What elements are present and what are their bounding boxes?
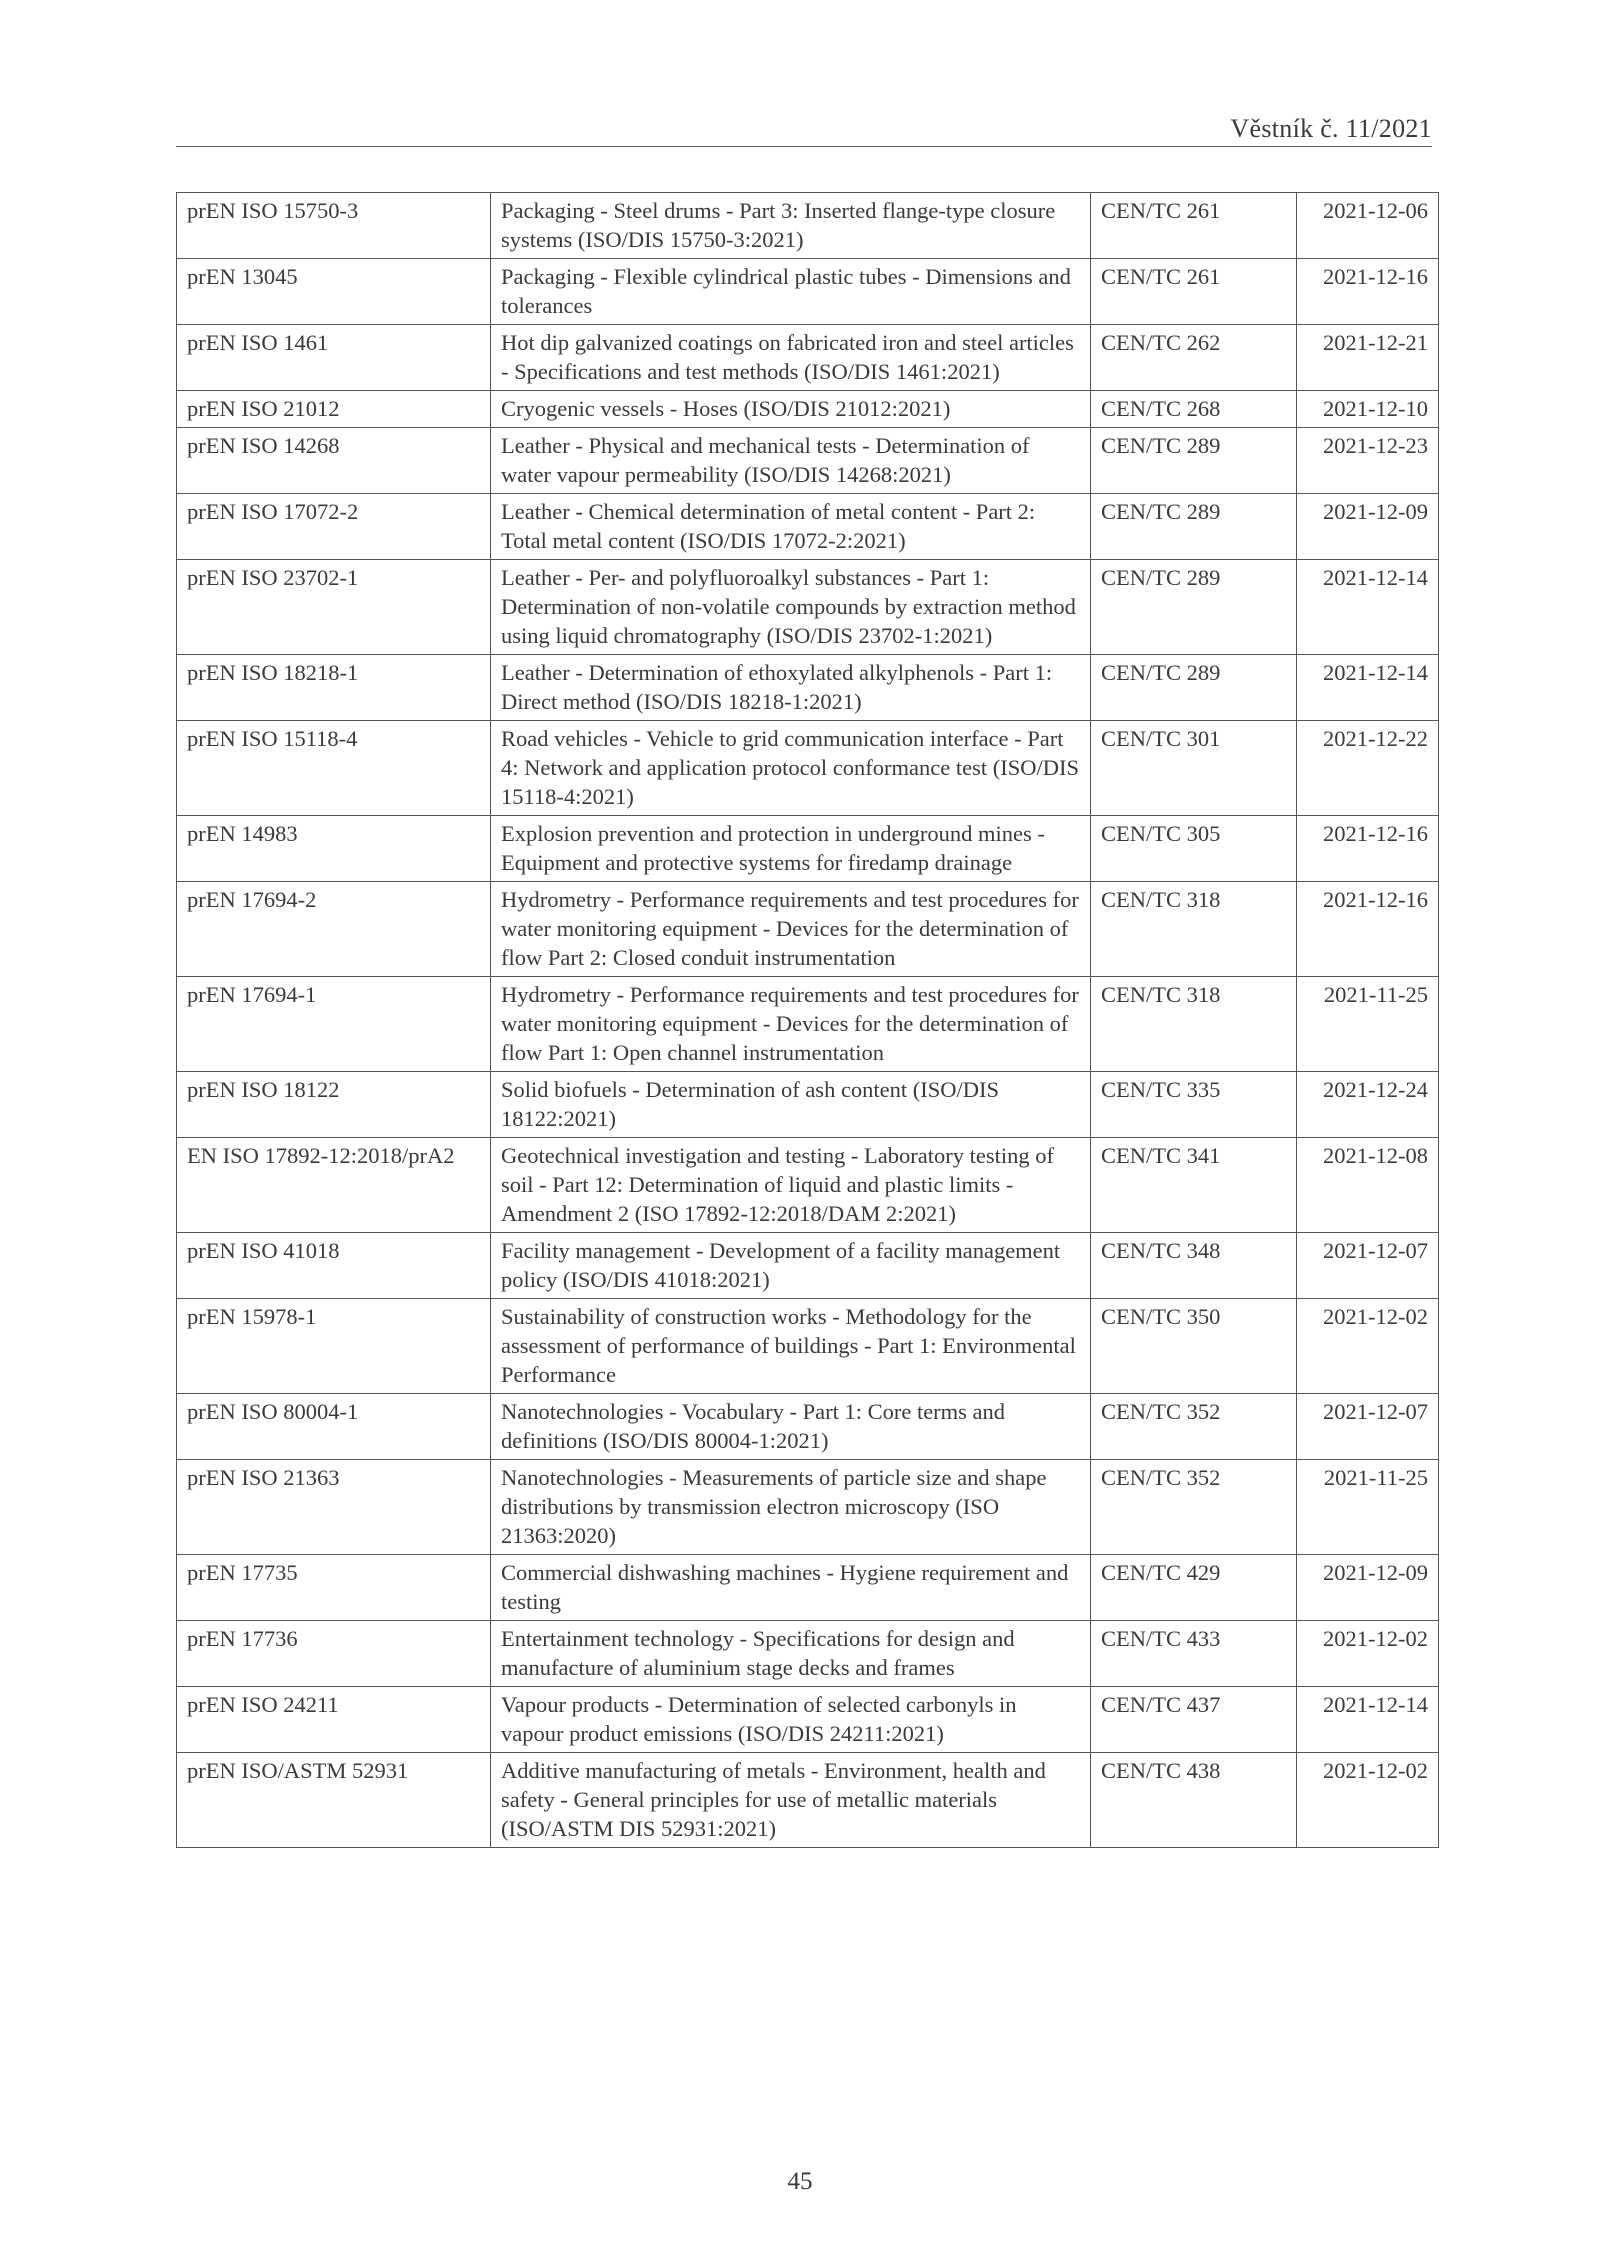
deadline-date-cell: 2021-12-24 <box>1297 1072 1439 1138</box>
table-row <box>177 1138 1439 1233</box>
standard-title-cell: Packaging - Steel drums - Part 3: Inserted flange-type closure systems (ISO/DIS 15750-3:2021) <box>491 193 1091 259</box>
standard-code-cell: EN ISO 17892-12:2018/prA2 <box>177 1138 491 1233</box>
committee-cell: CEN/TC 352 <box>1091 1394 1297 1460</box>
deadline-date-cell: 2021-12-02 <box>1297 1299 1439 1394</box>
deadline-date-cell: 2021-12-22 <box>1297 721 1439 816</box>
standard-code-cell: prEN ISO 41018 <box>177 1233 491 1299</box>
standard-title-cell: Hydrometry - Performance requirements and test procedures for water monitoring equipment - Devices for the determination of flow Part 2: Closed conduit instrumentation <box>491 882 1091 977</box>
deadline-date-cell: 2021-11-25 <box>1297 1460 1439 1555</box>
standard-code-cell: prEN 17735 <box>177 1555 491 1621</box>
standard-title-cell: Cryogenic vessels - Hoses (ISO/DIS 21012:2021) <box>491 391 1091 428</box>
deadline-date-cell: 2021-12-06 <box>1297 193 1439 259</box>
standard-title-cell: Sustainability of construction works - Methodology for the assessment of performance of buildings - Part 1: Environmental Performance <box>491 1299 1091 1394</box>
table-row <box>177 1299 1439 1394</box>
committee-cell: CEN/TC 289 <box>1091 428 1297 494</box>
deadline-date-cell: 2021-12-08 <box>1297 1138 1439 1233</box>
table-row <box>177 428 1439 494</box>
standard-code-cell: prEN ISO 80004-1 <box>177 1394 491 1460</box>
standard-title-cell: Explosion prevention and protection in underground mines - Equipment and protective systems for firedamp drainage <box>491 816 1091 882</box>
table-row <box>177 1460 1439 1555</box>
table-row <box>177 1233 1439 1299</box>
table-row <box>177 721 1439 816</box>
committee-cell: CEN/TC 289 <box>1091 560 1297 655</box>
standard-code-cell: prEN 17694-1 <box>177 977 491 1072</box>
deadline-date-cell: 2021-12-09 <box>1297 1555 1439 1621</box>
standard-code-cell: prEN ISO 1461 <box>177 325 491 391</box>
standard-title-cell: Facility management - Development of a facility management policy (ISO/DIS 41018:2021) <box>491 1233 1091 1299</box>
standard-code-cell: prEN ISO 15750-3 <box>177 193 491 259</box>
committee-cell: CEN/TC 262 <box>1091 325 1297 391</box>
table-row <box>177 1753 1439 1848</box>
deadline-date-cell: 2021-12-16 <box>1297 259 1439 325</box>
standard-title-cell: Leather - Physical and mechanical tests - Determination of water vapour permeability (ISO/DIS 14268:2021) <box>491 428 1091 494</box>
standard-title-cell: Hydrometry - Performance requirements and test procedures for water monitoring equipment - Devices for the determination of flow Part 1: Open channel instrumentation <box>491 977 1091 1072</box>
table-row <box>177 193 1439 259</box>
table-row <box>177 259 1439 325</box>
standard-code-cell: prEN 15978-1 <box>177 1299 491 1394</box>
standard-title-cell: Geotechnical investigation and testing - Laboratory testing of soil - Part 12: Determination of liquid and plastic limits - Amendment 2 (ISO 17892-12:2018/DAM 2:2021) <box>491 1138 1091 1233</box>
standards-table <box>176 192 1439 1848</box>
table-row <box>177 1555 1439 1621</box>
deadline-date-cell: 2021-12-10 <box>1297 391 1439 428</box>
standard-code-cell: prEN 17736 <box>177 1621 491 1687</box>
standard-code-cell: prEN 14983 <box>177 816 491 882</box>
committee-cell: CEN/TC 341 <box>1091 1138 1297 1233</box>
committee-cell: CEN/TC 261 <box>1091 259 1297 325</box>
page-header <box>176 108 1432 147</box>
deadline-date-cell: 2021-12-14 <box>1297 1687 1439 1753</box>
committee-cell: CEN/TC 289 <box>1091 494 1297 560</box>
committee-cell: CEN/TC 261 <box>1091 193 1297 259</box>
committee-cell: CEN/TC 305 <box>1091 816 1297 882</box>
deadline-date-cell: 2021-12-02 <box>1297 1753 1439 1848</box>
standard-code-cell: prEN 17694-2 <box>177 882 491 977</box>
deadline-date-cell: 2021-12-16 <box>1297 816 1439 882</box>
table-row <box>177 1687 1439 1753</box>
standard-title-cell: Commercial dishwashing machines - Hygiene requirement and testing <box>491 1555 1091 1621</box>
table-row <box>177 977 1439 1072</box>
standard-title-cell: Vapour products - Determination of selected carbonyls in vapour product emissions (ISO/DIS 24211:2021) <box>491 1687 1091 1753</box>
table-row <box>177 391 1439 428</box>
standard-code-cell: prEN ISO 23702-1 <box>177 560 491 655</box>
standard-title-cell: Nanotechnologies - Vocabulary - Part 1: Core terms and definitions (ISO/DIS 80004-1:2021) <box>491 1394 1091 1460</box>
committee-cell: CEN/TC 350 <box>1091 1299 1297 1394</box>
table-row <box>177 560 1439 655</box>
standard-title-cell: Packaging - Flexible cylindrical plastic tubes - Dimensions and tolerances <box>491 259 1091 325</box>
committee-cell: CEN/TC 289 <box>1091 655 1297 721</box>
standard-code-cell: prEN ISO 21012 <box>177 391 491 428</box>
committee-cell: CEN/TC 301 <box>1091 721 1297 816</box>
deadline-date-cell: 2021-12-23 <box>1297 428 1439 494</box>
table-row <box>177 655 1439 721</box>
deadline-date-cell: 2021-12-07 <box>1297 1233 1439 1299</box>
standard-title-cell: Leather - Determination of ethoxylated alkylphenols - Part 1: Direct method (ISO/DIS 18218-1:2021) <box>491 655 1091 721</box>
table-row <box>177 882 1439 977</box>
committee-cell: CEN/TC 433 <box>1091 1621 1297 1687</box>
committee-cell: CEN/TC 318 <box>1091 977 1297 1072</box>
standard-code-cell: prEN ISO 15118-4 <box>177 721 491 816</box>
table-row <box>177 816 1439 882</box>
table-row <box>177 494 1439 560</box>
deadline-date-cell: 2021-12-14 <box>1297 560 1439 655</box>
standard-code-cell: prEN ISO 18218-1 <box>177 655 491 721</box>
deadline-date-cell: 2021-11-25 <box>1297 977 1439 1072</box>
standard-title-cell: Leather - Chemical determination of metal content - Part 2: Total metal content (ISO/DIS 17072-2:2021) <box>491 494 1091 560</box>
table-body <box>177 193 1439 1848</box>
page-number: 45 <box>787 2168 813 2195</box>
standard-title-cell: Leather - Per- and polyfluoroalkyl substances - Part 1: Determination of non-volatile compounds by extraction method using liquid chromatography (ISO/DIS 23702-1:2021) <box>491 560 1091 655</box>
standard-code-cell: prEN ISO 24211 <box>177 1687 491 1753</box>
committee-cell: CEN/TC 429 <box>1091 1555 1297 1621</box>
standard-code-cell: prEN 13045 <box>177 259 491 325</box>
table-row <box>177 325 1439 391</box>
table-row <box>177 1621 1439 1687</box>
table-row <box>177 1394 1439 1460</box>
standard-title-cell: Hot dip galvanized coatings on fabricated iron and steel articles - Specifications and test methods (ISO/DIS 1461:2021) <box>491 325 1091 391</box>
standard-title-cell: Nanotechnologies - Measurements of particle size and shape distributions by transmission electron microscopy (ISO 21363:2020) <box>491 1460 1091 1555</box>
standard-code-cell: prEN ISO 17072-2 <box>177 494 491 560</box>
committee-cell: CEN/TC 318 <box>1091 882 1297 977</box>
committee-cell: CEN/TC 437 <box>1091 1687 1297 1753</box>
standard-title-cell: Road vehicles - Vehicle to grid communication interface - Part 4: Network and application protocol conformance test (ISO/DIS 15118-4:2021) <box>491 721 1091 816</box>
deadline-date-cell: 2021-12-02 <box>1297 1621 1439 1687</box>
deadline-date-cell: 2021-12-16 <box>1297 882 1439 977</box>
bulletin-title: Věstník č. 11/2021 <box>1230 114 1432 143</box>
standard-code-cell: prEN ISO 21363 <box>177 1460 491 1555</box>
deadline-date-cell: 2021-12-21 <box>1297 325 1439 391</box>
standard-code-cell: prEN ISO 14268 <box>177 428 491 494</box>
standard-code-cell: prEN ISO 18122 <box>177 1072 491 1138</box>
table-row <box>177 1072 1439 1138</box>
committee-cell: CEN/TC 335 <box>1091 1072 1297 1138</box>
standard-code-cell: prEN ISO/ASTM 52931 <box>177 1753 491 1848</box>
committee-cell: CEN/TC 352 <box>1091 1460 1297 1555</box>
deadline-date-cell: 2021-12-09 <box>1297 494 1439 560</box>
committee-cell: CEN/TC 438 <box>1091 1753 1297 1848</box>
deadline-date-cell: 2021-12-14 <box>1297 655 1439 721</box>
committee-cell: CEN/TC 348 <box>1091 1233 1297 1299</box>
standard-title-cell: Entertainment technology - Specifications for design and manufacture of aluminium stage decks and frames <box>491 1621 1091 1687</box>
standard-title-cell: Additive manufacturing of metals - Environment, health and safety - General principles for use of metallic materials (ISO/ASTM DIS 52931:2021) <box>491 1753 1091 1848</box>
standard-title-cell: Solid biofuels - Determination of ash content (ISO/DIS 18122:2021) <box>491 1072 1091 1138</box>
committee-cell: CEN/TC 268 <box>1091 391 1297 428</box>
deadline-date-cell: 2021-12-07 <box>1297 1394 1439 1460</box>
